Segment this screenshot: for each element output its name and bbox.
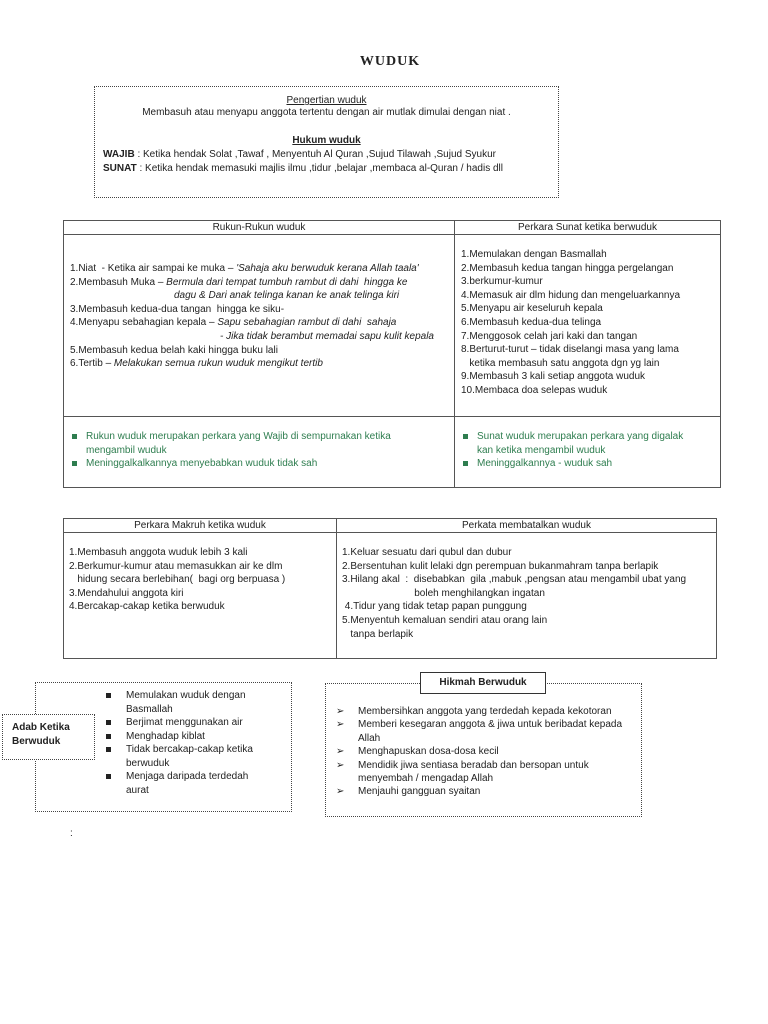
law-heading: Hukum wuduk — [292, 135, 361, 146]
wajib-row — [103, 149, 496, 160]
list-item: dagu & Dari anak telinga kanan ke anak telinga kiri — [174, 290, 400, 302]
definition-heading: Pengertian wuduk — [286, 95, 367, 106]
list-item: 3.berkumur-kumur — [461, 276, 543, 288]
list-item: Berjimat menggunakan air — [98, 716, 273, 730]
bullet-icon — [106, 774, 111, 779]
rukun-header: Rukun-Rukun wuduk — [64, 221, 455, 235]
sunat-cell — [455, 235, 721, 417]
arrow-bullet-icon: ➢ — [336, 706, 345, 717]
list-item: 9.Membasuh 3 kali setiap anggota wuduk — [461, 371, 646, 383]
list-item: Memulakan wuduk dengan Basmallah — [98, 689, 273, 716]
makruh-batal-table — [63, 518, 717, 659]
list-item: 1.Keluar sesuatu dari qubul dan dubur — [342, 547, 512, 558]
list-item: 3.Membasuh kedua-dua tangan hingga ke siku- — [70, 303, 285, 315]
list-item: 4.Memasuk air dlm hidung dan mengeluarkannya — [461, 289, 681, 301]
makruh-cell — [64, 533, 337, 659]
definition-box — [94, 86, 559, 198]
list-item: - Jika tidak berambut memadai sapu kulit kepala — [220, 330, 434, 342]
sunat-notes-cell — [455, 417, 721, 488]
list-item: 6.Tertib – Melakukan semua rukun wuduk mengikut tertib — [70, 358, 323, 370]
makruh-header: Perkara Makruh ketika wuduk — [64, 519, 337, 533]
list-item: 3.Hilang akal : disebabkan gila ,mabuk ,pengsan atau mengambil ubat yang — [342, 574, 687, 586]
sunat-list — [455, 235, 720, 398]
rukun-sunat-table — [63, 220, 721, 488]
list-item: ➢ Menjauhi gangguan syaitan — [336, 786, 481, 798]
batal-header: Perkata membatalkan wuduk — [337, 519, 717, 533]
arrow-bullet-icon: ➢ — [336, 719, 345, 731]
rukun-note-1b: mengambil wuduk — [86, 444, 167, 456]
sunat-label: SUNAT — [103, 163, 137, 174]
sunat-note-2: Meninggalkannya - wuduk sah — [477, 458, 613, 469]
arrow-bullet-icon: ➢ — [336, 786, 345, 798]
rukun-notes-cell — [64, 417, 455, 488]
list-item: 2.Membasuh kedua tangan hingga pergelangan — [461, 262, 674, 274]
list-item: 4.Tidur yang tidak tetap papan punggung — [342, 601, 527, 613]
list-item: 2.Berkumur-kumur atau memasukkan air ke dlm — [69, 560, 283, 572]
list-item: 5.Membasuh kedua belah kaki hingga buku lali — [70, 344, 278, 356]
wajib-text: : Ketika hendak Solat ,Tawaf , Menyentuh Al Quran ,Sujud Tilawah ,Sujud Syukur — [137, 149, 496, 160]
rukun-note-1: Rukun wuduk merupakan perkara yang Wajib di sempurnakan ketika — [86, 431, 391, 442]
sunat-header: Perkara Sunat ketika berwuduk — [455, 221, 721, 235]
list-item: 2.Membasuh Muka – Bermula dari tempat tumbuh rambut di dahi hingga ke — [70, 276, 408, 288]
list-item: ➢ Memberi kesegaran anggota & jiwa untuk beribadat kepada Allah — [336, 719, 623, 744]
hikmah-title-box — [420, 672, 546, 694]
list-item: ketika membasuh satu anggota dgn yg lain — [461, 357, 660, 369]
bullet-icon — [106, 720, 111, 725]
sunat-note-1: Sunat wuduk merupakan perkara yang digalak — [477, 431, 684, 442]
hikmah-box — [325, 683, 642, 817]
list-item: Menghadap kiblat — [98, 730, 273, 744]
bullet-icon — [106, 693, 111, 698]
list-item: 4.Menyapu sebahagian kepala – Sapu sebahagian rambut di dahi sahaja — [70, 317, 397, 329]
list-item: hidung secara berlebihan( bagi org berpuasa ) — [69, 574, 286, 586]
adab-label-box — [2, 714, 95, 760]
hikmah-list — [336, 705, 636, 799]
definition-text: Membasuh atau menyapu anggota tertentu dengan air mutlak dimulai dengan niat . — [142, 107, 511, 118]
footer-mark: : — [70, 828, 73, 839]
wajib-label: WAJIB — [103, 149, 135, 160]
list-item: 7.Menggosok celah jari kaki dan tangan — [461, 330, 638, 342]
list-item: 1.Niat - Ketika air sampai ke muka – 'Sahaja aku berwuduk kerana Allah taala' — [70, 263, 419, 274]
hikmah-title: Hikmah Berwuduk — [439, 677, 527, 688]
list-item: 10.Membaca doa selepas wuduk — [461, 384, 608, 396]
list-item: 1.Membasuh anggota wuduk lebih 3 kali — [69, 547, 248, 558]
adab-label-line1: Adab Ketika — [12, 722, 70, 733]
makruh-list — [64, 533, 336, 614]
sunat-text: : Ketika hendak memasuki majlis ilmu ,tidur ,belajar ,membaca al-Quran / hadis dll — [139, 163, 503, 174]
sunat-row — [103, 163, 503, 174]
batal-list — [337, 533, 716, 641]
list-item: 2.Bersentuhan kulit lelaki dgn perempuan bukanmahram tanpa berlapik — [342, 560, 659, 572]
list-item: 1.Memulakan dengan Basmallah — [461, 249, 607, 260]
rukun-note-2: Meninggalkalkannya menyebabkan wuduk tidak sah — [86, 458, 318, 469]
sunat-note-1b: kan ketika mengambil wuduk — [477, 444, 606, 456]
list-item: 6.Membasuh kedua-dua telinga — [461, 316, 602, 328]
list-item: 5.Menyapu air keseluruh kepala — [461, 303, 603, 315]
list-item: boleh menghilangkan ingatan — [342, 587, 545, 599]
bullet-icon — [106, 734, 111, 739]
page-title: WUDUK — [359, 54, 421, 69]
adab-label-line2: Berwuduk — [12, 736, 61, 747]
list-item: Tidak bercakap-cakap ketika berwuduk — [98, 743, 273, 770]
rukun-cell — [64, 235, 455, 417]
list-item: ➢ Menghapuskan dosa-dosa kecil — [336, 746, 499, 758]
adab-list — [98, 689, 273, 797]
list-item: ➢ Mendidik jiwa sentiasa beradab dan bersopan untuk menyembah / mengadap Allah — [336, 759, 589, 785]
arrow-bullet-icon: ➢ — [336, 746, 345, 758]
batal-cell — [337, 533, 717, 659]
list-item: 8.Berturut-turut – tidak diselangi masa yang lama — [461, 344, 679, 356]
rukun-list — [64, 235, 454, 371]
bullet-icon — [106, 747, 111, 752]
list-item: 3.Mendahului anggota kiri — [69, 587, 184, 599]
arrow-bullet-icon: ➢ — [336, 759, 345, 771]
list-item: 5.Menyentuh kemaluan sendiri atau orang lain — [342, 614, 548, 626]
list-item: tanpa berlapik — [342, 628, 414, 640]
list-item: Menjaga daripada terdedah aurat — [98, 770, 273, 797]
list-item: 4.Bercakap-cakap ketika berwuduk — [69, 601, 225, 613]
list-item: ➢ Membersihkan anggota yang terdedah kepada kekotoran — [336, 706, 612, 717]
